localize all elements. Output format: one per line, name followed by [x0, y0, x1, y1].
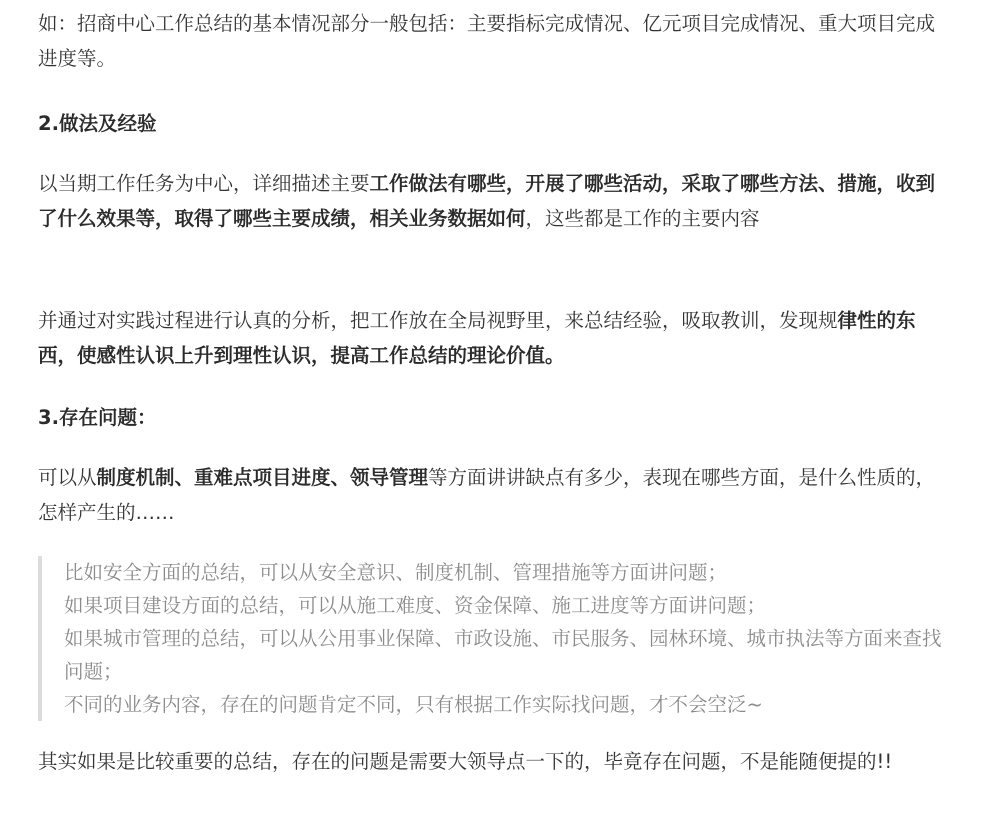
section3-paragraph-1	[38, 460, 948, 530]
section2-p2-text-1: 并通过对实践过程进行认真的分析，把工作放在全局视野里，来总结经验，吸取教训，发现规	[38, 309, 838, 332]
section3-p1-bold: 制度机制、重难点项目进度、领导管理	[96, 466, 429, 489]
section2-heading: 2.做法及经验	[38, 112, 157, 135]
section2-p1-text-2: ，这些都是工作的主要内容	[525, 207, 760, 230]
section3-paragraph-2	[38, 744, 948, 779]
quote-line-3: 如果城市管理的总结，可以从公用事业保障、市政设施、市民服务、园林环境、城市执法等方面来查找问题；	[64, 627, 942, 683]
section2-paragraph-1	[38, 166, 948, 236]
quote-line-4: 不同的业务内容，存在的问题肯定不同，只有根据工作实际找问题，才不会空泛~	[64, 693, 763, 716]
section2-p1-bold: 工作做法有哪些，开展了哪些活动，采取了哪些方法、措施，收到了什么效果等，取得了哪些主要成绩，相关业务数据如何	[38, 172, 936, 230]
section2-p1-text-1: 以当期工作任务为中心，详细描述主要	[38, 172, 370, 195]
section3-p2-text: 其实如果是比较重要的总结，存在的问题是需要大领导点一下的，毕竟存在问题，不是能随便提的!!	[38, 750, 893, 773]
quote-line-1: 比如安全方面的总结，可以从安全意识、制度机制、管理措施等方面讲问题；	[64, 561, 728, 584]
blockquote	[38, 556, 944, 721]
section2-p2-bold: 律性的东西，使感性认识上升到理性认识，提高工作总结的理论价值。	[38, 309, 916, 367]
section3-heading: 3.存在问题：	[38, 406, 157, 429]
section3-p1-text-1: 可以从	[38, 466, 97, 489]
section2-paragraph-2	[38, 303, 948, 373]
quote-line-2: 如果项目建设方面的总结，可以从施工难度、资金保障、施工进度等方面讲问题；	[64, 594, 767, 617]
intro-paragraph	[38, 6, 948, 76]
intro-text: 如：招商中心工作总结的基本情况部分一般包括：主要指标完成情况、亿元项目完成情况、重大项目完成进度等。	[38, 12, 936, 70]
section3-p1-text-2: 等方面讲讲缺点有多少，表现在哪些方面，是什么性质的，怎样产生的……	[38, 466, 936, 524]
